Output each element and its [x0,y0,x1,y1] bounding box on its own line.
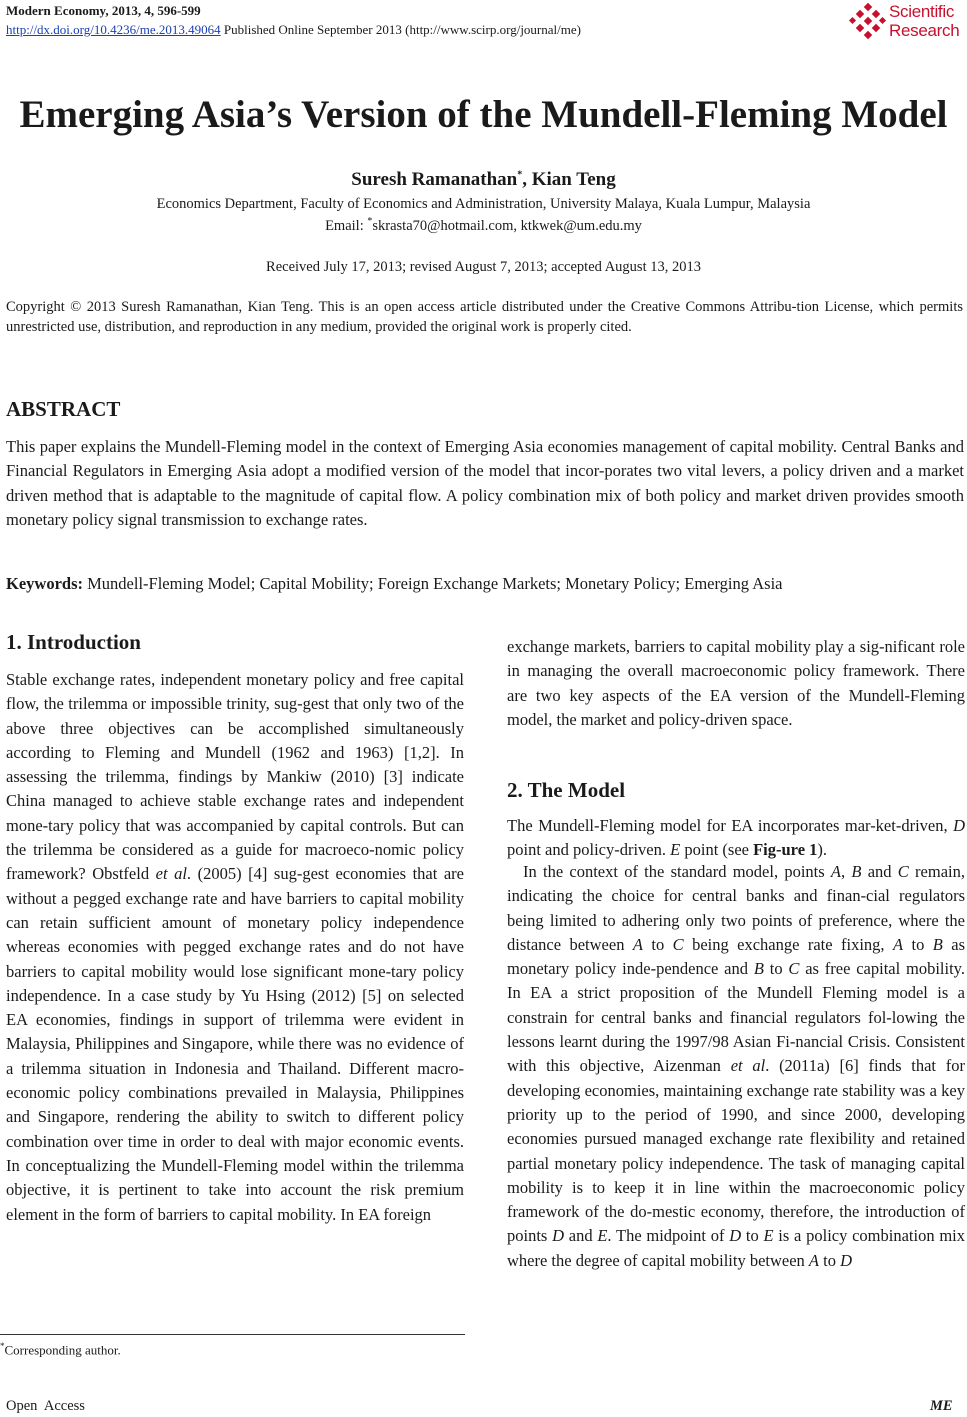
email-prefix: Email: [325,217,368,234]
text-run-italic: A [892,934,904,954]
text-run: In the context of the standard model, points [523,862,831,881]
text-run-italic: D [552,1226,565,1246]
author-2: Kian Teng [531,169,616,190]
text-run: is a policy combination mix where the degree of capital mobility between [507,1226,966,1270]
section-1-continuation: exchange markets, barriers to capital mobility play a sig-nificant role in managing the overall macroeconomic policy framework. There are two key aspects of the EA version of the Mundell-Fleming model, the market and policy-driven space. [507,637,965,729]
text-run: . The midpoint of [607,1226,730,1246]
figure-reference[interactable]: Fig-ure 1 [753,840,818,860]
author-1: Suresh Ramanathan [351,169,518,190]
logo-text [889,2,959,40]
text-run-italic: A [830,862,842,881]
section-1-paragraph [6,668,464,1227]
doi-line [6,22,581,38]
text-run: to [819,1250,841,1270]
text-run-italic: et al [730,1056,766,1076]
footnote-text: Corresponding author. [4,1342,121,1358]
text-run-italic: C [897,862,909,881]
journal-abbrev: ME [930,1398,953,1414]
text-run: , [841,862,852,881]
copyright-notice: Copyright © 2013 Suresh Ramanathan, Kian Teng. This is an open access article distributed under the Creative Commons Attribu-tion License, which permits unrestricted use, distribution, and reproduction in any medium, provided the original work is properly cited. [6,299,963,335]
footnote-divider [0,1334,465,1335]
received-dates: Received July 17, 2013; revised August 7, 2013; accepted August 13, 2013 [266,259,701,275]
affiliation: Economics Department, Faculty of Economics and Administration, University Malaya, Kuala Lumpur, Malaysia [156,196,811,212]
open-access-label: Open Access [6,1398,85,1414]
section-2-heading: 2. The Model [507,778,626,802]
email-addresses: skrasta70@hotmail.com, ktkwek@um.edu.my [372,217,642,234]
footnote-mark: * [0,1341,5,1351]
keywords-line [6,574,782,594]
text-run: Stable exchange rates, independent monetary policy and free capital flow, the trilemma or impossible trinity, sug-gest that only two of the above three objectives can be accomplished simultaneously according to Fleming and Mundell (1962 and 1963) [1,2]. In assessing the trilemma, findings by Mankiw (2010) [3] indicate China managed to achieve stable exchange rates and independent mone-tary policy that was accompanied by capital controls. But can the trilemma be considered as a guide for macroeco-nomic policy framework? Obstfeld [6,670,464,884]
text-run: The Mundell-Fleming model for EA incorporates mar-ket-driven, [507,816,954,835]
text-run: remain, indicating the choice for central banks and finan-cial regulators being limited to adhering only two points of preference, where the distance between [507,862,965,954]
scientific-research-logo [849,2,967,42]
text-run-italic: D [729,1226,742,1246]
logo-line2: Research [889,21,960,40]
text-run: and [861,862,898,881]
text-run: to [903,934,933,954]
text-run-italic: B [753,959,764,979]
abstract-heading: ABSTRACT [6,397,121,421]
text-run-italic: et al [155,864,187,884]
published-text: Published Online September 2013 (http://www.scirp.org/journal/me) [220,22,581,37]
text-run-italic: D [953,816,965,835]
section-2-paragraph-1 [507,814,965,863]
keywords-label: Keywords: [6,574,83,593]
text-run-italic: E [597,1226,608,1246]
email-line [0,216,967,235]
author-separator: , [522,169,532,190]
text-run-italic: E [763,1226,774,1246]
logo-line1: Scientific [889,2,955,21]
text-run-italic: B [932,934,943,954]
section-2-paragraph-2 [507,860,965,1273]
text-run: . (2005) [4] sug-gest economies that are without a pegged exchange rate and have barriers to capital mobility can retain sufficient amount of monetary policy independence whereas economies with pegged exchange rates and do not have barriers to capital mobility would lose significant mone-tary policy independence. In a case study by Yu Hsing (2012) [5] on selected EA economies, findings in support of trilemma were evident in Malaysia, Philippines and Singapore, while there was no evidence of a trilemma situation in Indonesia and Thailand. Different macro-economic policy combinations prevailed in Malaysia, Philippines and Singapore, rendering the ability to switch to different policy combination over time in order to deal with major economic events. In conceptualizing the Mundell-Fleming model within the trilemma objective, it is pertinent to take into account the risk premium element in the form of barriers to capital mobility. In EA foreign [6,864,464,1224]
journal-name: Modern Economy [6,3,106,18]
text-run: point and policy-driven. [507,840,671,860]
text-run: as free capital mobility. In EA a strict proposition of the Mundell Fleming model is a constrain for central banks and financial regulators fol-lowing the lessons learnt during the 1997/98 Asian Fi-nancial Crisis. Consistent with this objective, Aizenman [507,959,965,1076]
keywords-text: Mundell-Fleming Model; Capital Mobility; Foreign Exchange Markets; Monetary Policy; Emerging Asia [83,574,783,593]
text-run: being exchange rate fixing, [683,934,893,954]
text-run: to [763,959,789,979]
author-1-mark: * [517,169,523,181]
text-run-italic: D [840,1250,853,1270]
text-run-italic: B [851,862,862,881]
text-run-italic: A [632,934,643,954]
text-run-italic: C [672,934,684,954]
text-run: to [642,934,673,954]
journal-citation [6,3,201,19]
abstract-text: This paper explains the Mundell-Fleming model in the context of Emerging Asia economies management of capital mobility. Central Banks and Financial Regulators in Emerging Asia adopt a modified version of the model that incor-porates two vital levers, a policy driven and a market driven method that is adaptable to the magnitude of capital flow. A policy combination mix of both policy and market driven provides smooth monetary policy signal transmission to exchange rates. [6,437,964,529]
text-run: as monetary policy inde-pendence and [507,934,965,979]
journal-issue: , 2013, 4, 596-599 [105,3,201,18]
text-run: point (see [680,840,754,860]
text-run: to [741,1226,764,1246]
text-run-italic: E [670,840,681,860]
text-run: . (2011a) [6] finds that for developing economies, maintaining exchange rate stability was a key priority up to the period of 1990, and since 2000, developing economies pursued managed exchange rate flexibility and retained partial monetary policy independence. The task of managing capital mobility is to keep it in line within the macroeconomic policy framework of the do-mestic economy, therefore, the introduction of points [507,1056,965,1246]
email-mark: * [367,216,373,227]
sr-logo-icon [849,3,887,41]
authors [0,169,967,191]
doi-link[interactable]: http://dx.doi.org/10.4236/me.2013.49064 [6,22,221,37]
footnote [0,1341,121,1358]
text-run: and [564,1226,598,1246]
text-run: ). [817,840,828,860]
text-run-italic: C [788,959,800,979]
paper-title: Emerging Asia’s Version of the Mundell-Fleming Model [19,93,948,136]
text-run-italic: A [808,1250,820,1270]
section-1-heading: 1. Introduction [6,630,141,654]
